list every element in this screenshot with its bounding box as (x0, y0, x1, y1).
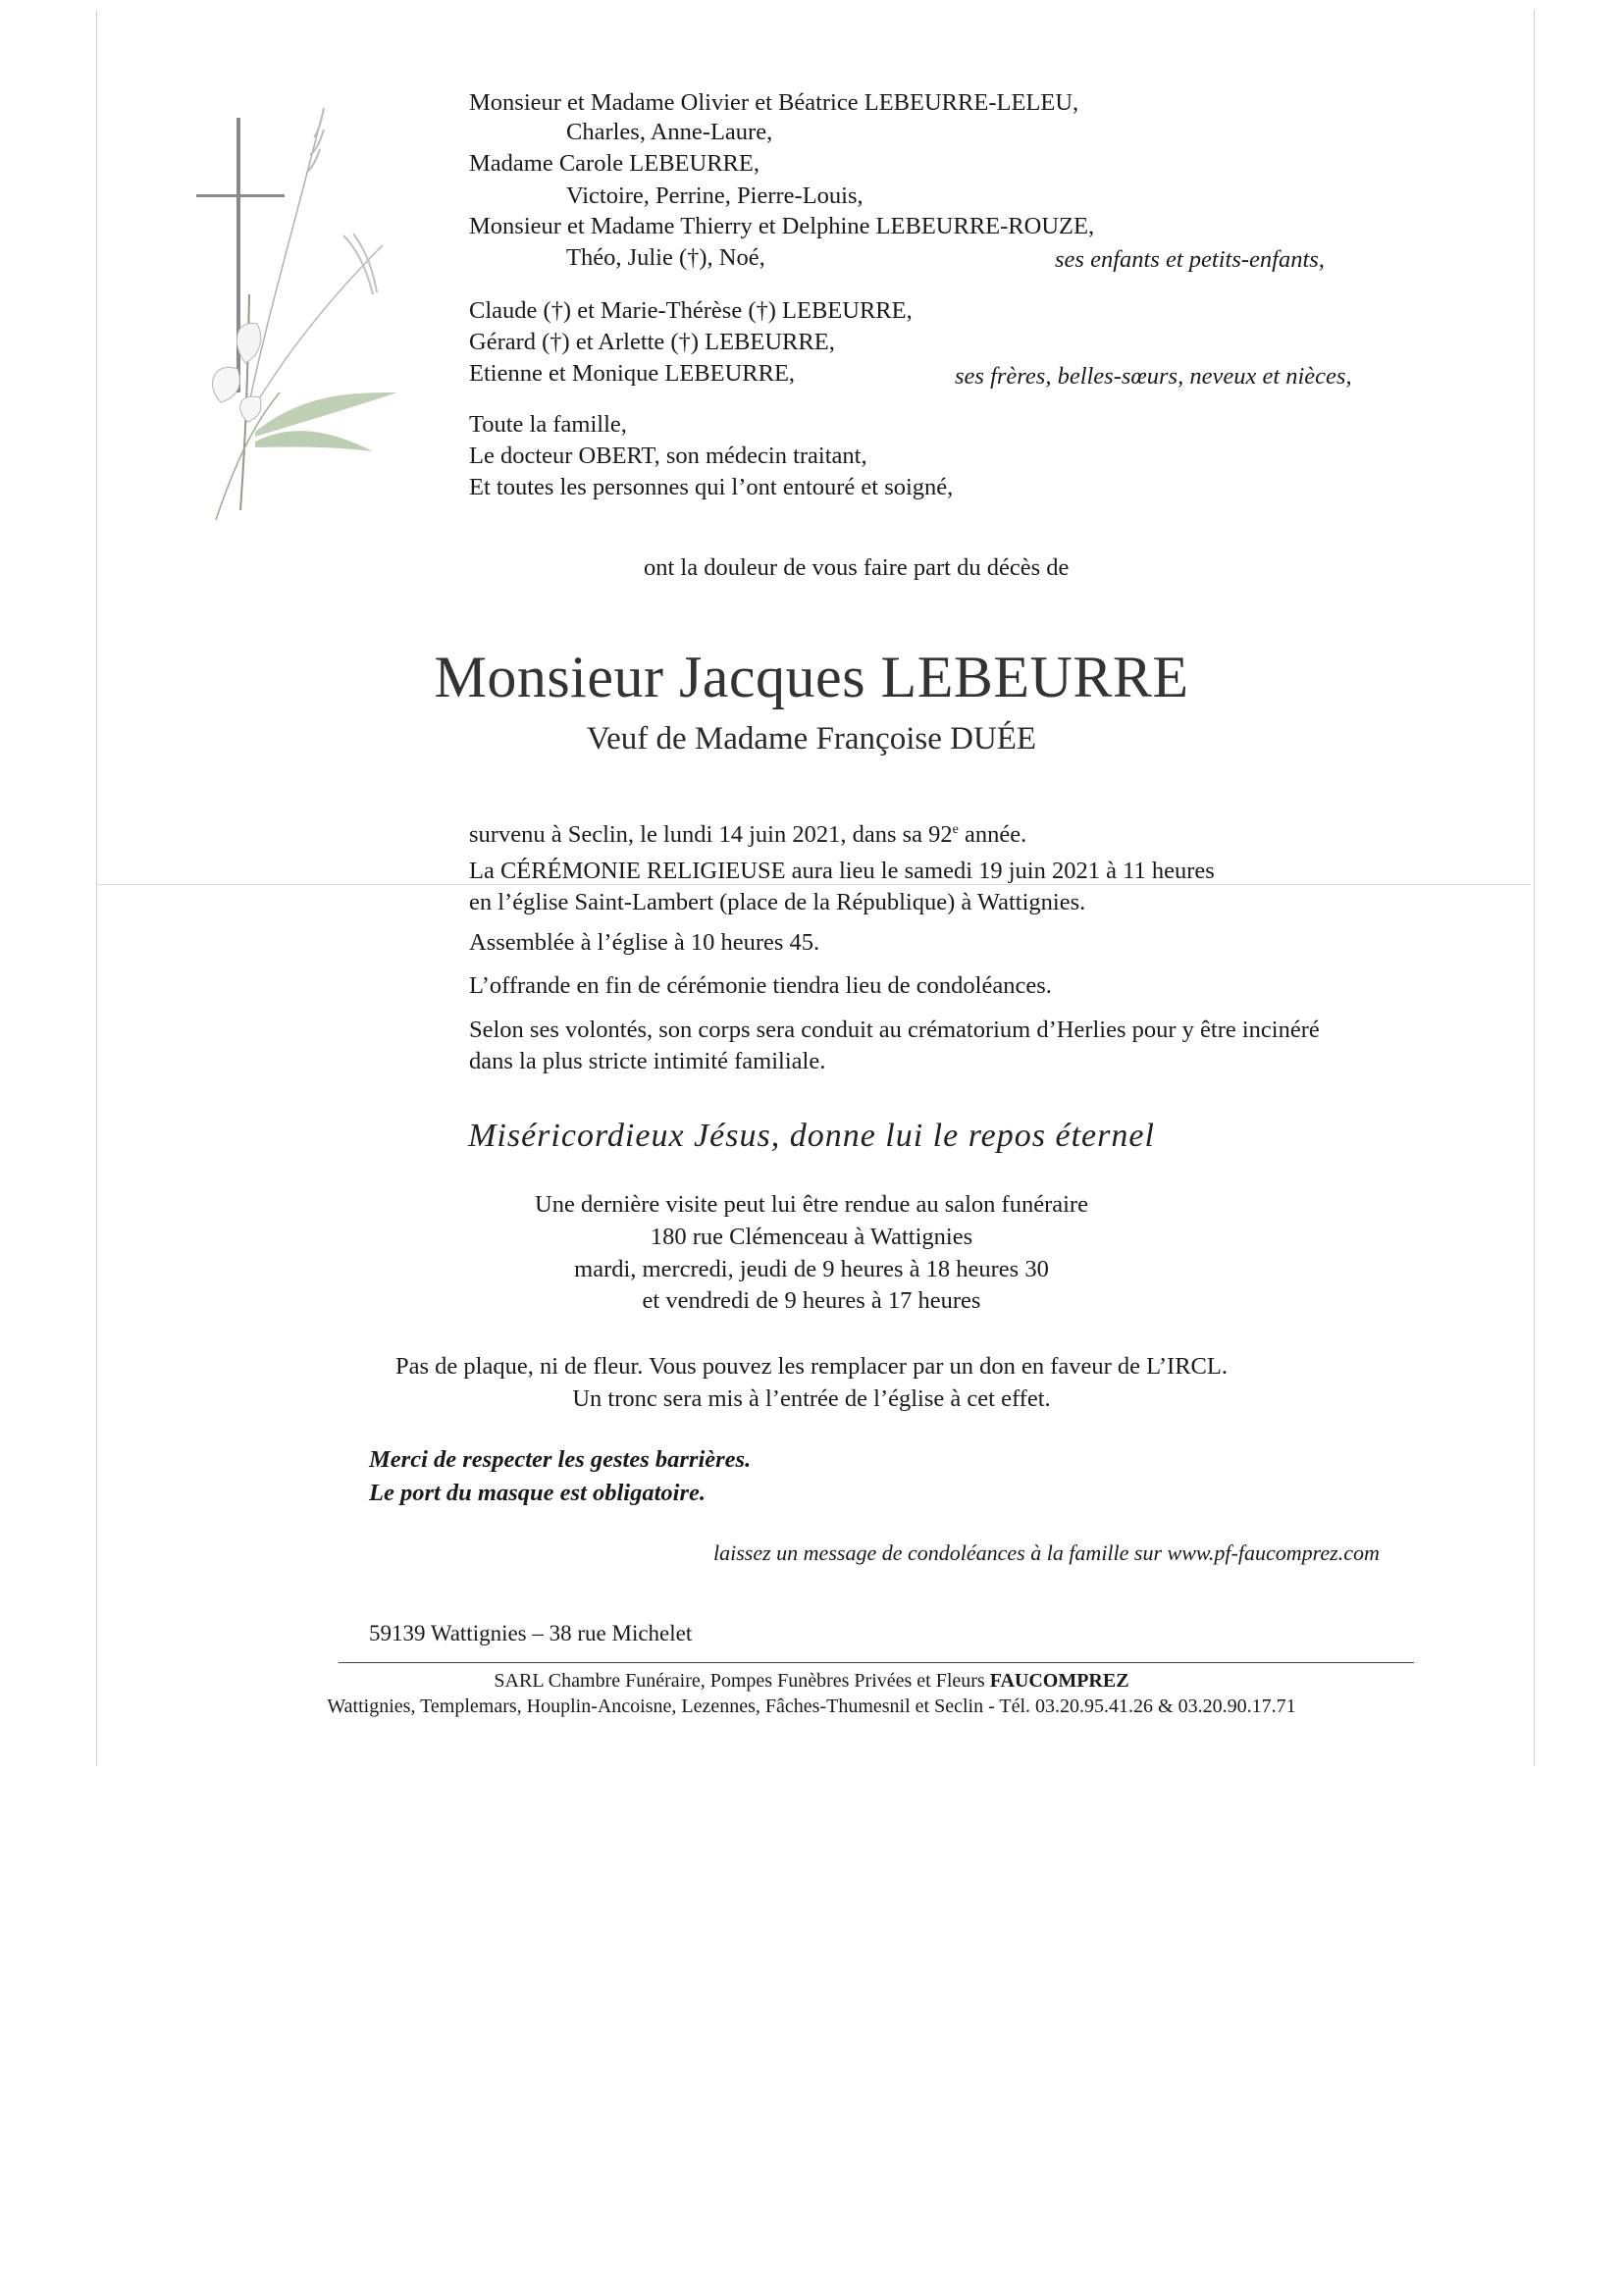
family-line-7: Claude (†) et Marie-Thérèse (†) LEBEURRE, (469, 297, 913, 324)
visit-line-2: 180 rue Clémenceau à Wattignies (650, 1224, 973, 1250)
announcement-text: ont la douleur de vous faire part du décès de (644, 554, 1070, 581)
family-line-12: Et toutes les personnes qui l’ont entouré et soigné, (469, 474, 954, 500)
wishes-line-2: dans la plus stricte intimité familiale. (469, 1048, 826, 1074)
prayer-script: Miséricordieux Jésus, donne lui le repos éternel (468, 1118, 1155, 1154)
siblings-role: ses frères, belles-sœurs, neveux et nièces, (955, 363, 1352, 390)
footer-contact: Wattignies, Templemars, Houplin-Ancoisne, Lezennes, Fâches-Thumesnil et Seclin - Tél. 03.20.95.41.26 & 03.20.90.17.71 (327, 1696, 1296, 1717)
deceased-name: Monsieur Jacques LEBEURRE (434, 645, 1189, 709)
offering-info: L’offrande en fin de cérémonie tiendra lieu de condoléances. (469, 972, 1052, 999)
family-line-11: Le docteur OBERT, son médecin traitant, (469, 443, 867, 469)
family-line-3: Madame Carole LEBEURRE, (469, 150, 759, 177)
family-line-6: Théo, Julie (†), Noé, (566, 244, 765, 271)
ceremony-line-1: La CÉRÉMONIE RELIGIEUSE aura lieu le samedi 19 juin 2021 à 11 heures (469, 858, 1215, 884)
covid-line-2: Le port du masque est obligatoire. (369, 1480, 706, 1506)
cross-lily-wheat-icon (186, 98, 422, 530)
footer-company: SARL Chambre Funéraire, Pompes Funèbres Privées et Fleurs FAUCOMPREZ (494, 1670, 1129, 1692)
deceased-subtitle: Veuf de Madame Françoise DUÉE (586, 721, 1037, 757)
covid-line-1: Merci de respecter les gestes barrières. (369, 1446, 752, 1473)
family-line-8: Gérard (†) et Arlette (†) LEBEURRE, (469, 329, 835, 355)
assembly-info: Assemblée à l’église à 10 heures 45. (469, 929, 820, 956)
page-edge-right (1534, 10, 1535, 1766)
page-edge-left (96, 10, 97, 1766)
website-note: laissez un message de condoléances à la famille sur www.pf-faucomprez.com (713, 1540, 1380, 1565)
visit-line-4: et vendredi de 9 heures à 17 heures (642, 1287, 981, 1314)
visit-line-1: Une dernière visite peut lui être rendue au salon funéraire (535, 1191, 1088, 1218)
address-line: 59139 Wattignies – 38 rue Michelet (369, 1621, 693, 1645)
family-line-4: Victoire, Perrine, Pierre-Louis, (566, 183, 864, 209)
family-line-10: Toute la famille, (469, 411, 627, 438)
family-line-1: Monsieur et Madame Olivier et Béatrice LEBEURRE-LELEU, (469, 89, 1079, 116)
flowers-line-1: Pas de plaque, ni de fleur. Vous pouvez les remplacer par un don en faveur de L’IRCL. (395, 1353, 1228, 1380)
ceremony-line-2: en l’église Saint-Lambert (place de la République) à Wattignies. (469, 889, 1086, 915)
wishes-line-1: Selon ses volontés, son corps sera conduit au crématorium d’Herlies pour y être incinéré (469, 1017, 1320, 1043)
footer-rule (339, 1662, 1414, 1663)
family-line-2: Charles, Anne-Laure, (566, 119, 773, 145)
children-role: ses enfants et petits-enfants, (1055, 246, 1325, 273)
family-line-9: Etienne et Monique LEBEURRE, (469, 360, 796, 387)
family-line-5: Monsieur et Madame Thierry et Delphine LEBEURRE-ROUZE, (469, 213, 1095, 239)
death-info: survenu à Seclin, le lundi 14 juin 2021, dans sa 92e année. (469, 821, 1027, 849)
flowers-line-2: Un tronc sera mis à l’entrée de l’église à cet effet. (572, 1385, 1051, 1412)
visit-line-3: mardi, mercredi, jeudi de 9 heures à 18 heures 30 (574, 1256, 1049, 1282)
